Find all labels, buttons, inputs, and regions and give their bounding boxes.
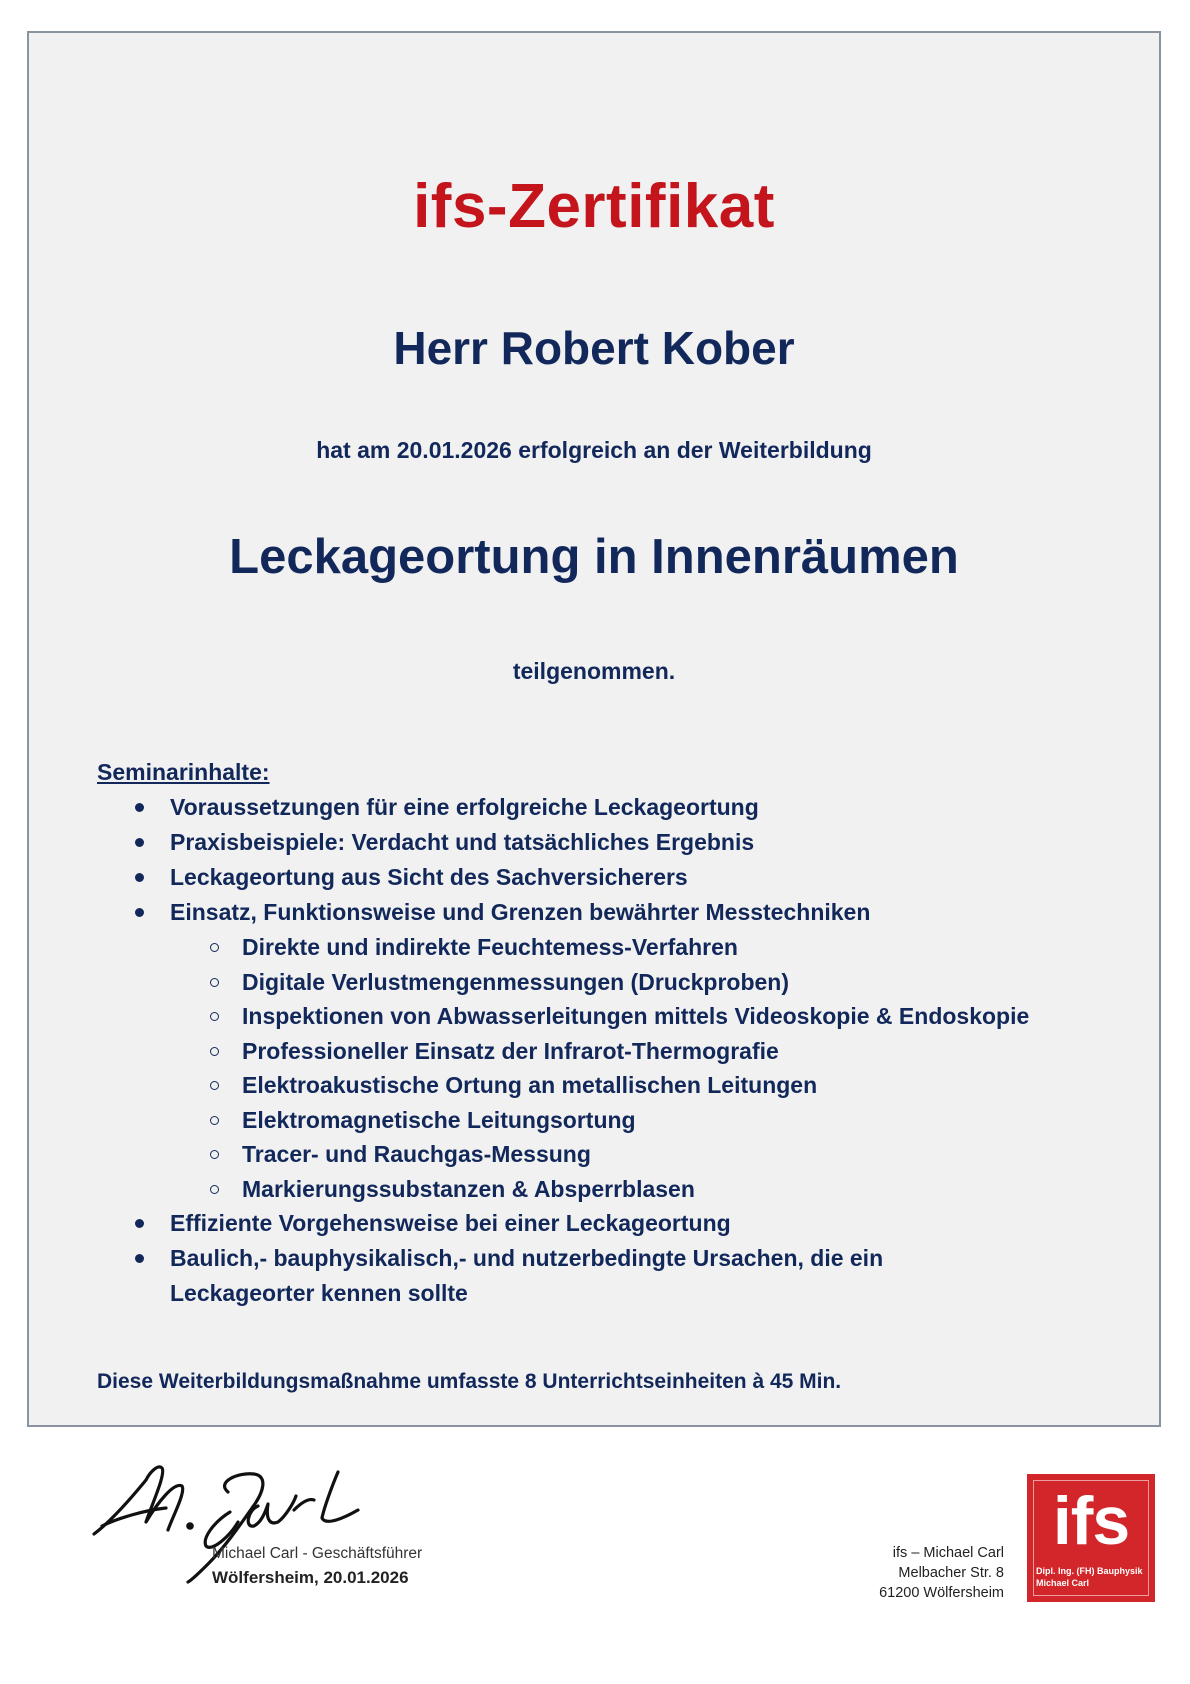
list-item: Tracer- und Rauchgas-Messung (170, 1137, 1137, 1172)
ifs-logo (1027, 1474, 1155, 1602)
circle-bullet-icon (210, 1047, 219, 1056)
list-item: Direkte und indirekte Feuchtemess-Verfahren (170, 930, 1137, 965)
topic-list (97, 790, 1137, 930)
bullet-icon (135, 1254, 144, 1263)
list-item: Digitale Verlustmengenmessungen (Druckproben) (170, 965, 1137, 1000)
list-item: Leckageortung aus Sicht des Sachversicherers (97, 860, 1137, 895)
bullet-icon (135, 908, 144, 917)
company-address (879, 1543, 1004, 1603)
intro-text: hat am 20.01.2026 erfolgreich an der Weiterbildung (316, 437, 872, 463)
course-title: Leckageortung in Innenräumen (229, 530, 959, 584)
list-item: Markierungssubstanzen & Absperrblasen (170, 1172, 1137, 1207)
list-item: Voraussetzungen für eine erfolgreiche Leckageortung (97, 790, 1137, 825)
bullet-icon (135, 803, 144, 812)
circle-bullet-icon (210, 1185, 219, 1194)
list-item: Inspektionen von Abwasserleitungen mittels Videoskopie & Endoskopie (170, 999, 1137, 1034)
list-item: Effiziente Vorgehensweise bei einer Leckageortung (97, 1206, 1137, 1241)
recipient-name: Herr Robert Kober (393, 322, 795, 374)
place-date: Wölfersheim, 20.01.2026 (212, 1568, 409, 1587)
certificate-title: ifs-Zertifikat (413, 172, 775, 241)
duration-note: Diese Weiterbildungsmaßnahme umfasste 8 Unterrichtseinheiten à 45 Min. (97, 1370, 842, 1393)
circle-bullet-icon (210, 1012, 219, 1021)
circle-bullet-icon (210, 1116, 219, 1125)
address-line: 61200 Wölfersheim (879, 1585, 1004, 1601)
circle-bullet-icon (210, 978, 219, 987)
subtopic-list (170, 930, 1137, 1206)
outro-text: teilgenommen. (512, 658, 676, 684)
topic-list-continued (97, 1206, 1137, 1311)
list-item: Elektroakustische Ortung an metallischen Leitungen (170, 1068, 1137, 1103)
address-line: ifs – Michael Carl (892, 1545, 1004, 1561)
circle-bullet-icon (210, 1081, 219, 1090)
seminar-contents-heading: Seminarinhalte: (97, 759, 270, 785)
logo-subtitle: Michael Carl (1036, 1578, 1090, 1588)
address-line: Melbacher Str. 8 (898, 1565, 1004, 1581)
list-item: Praxisbeispiele: Verdacht und tatsächliches Ergebnis (97, 825, 1137, 860)
list-item: Professioneller Einsatz der Infrarot-Thermografie (170, 1034, 1137, 1069)
list-item: Einsatz, Funktionsweise und Grenzen bewährter Messtechniken (97, 895, 1137, 930)
list-item: Baulich,- bauphysikalisch,- und nutzerbedingte Ursachen, die ein Leckageorter kennen sollte (97, 1241, 1030, 1311)
circle-bullet-icon (210, 1150, 219, 1159)
seminar-contents (97, 755, 1137, 1311)
bullet-icon (135, 838, 144, 847)
list-item: Elektromagnetische Leitungsortung (170, 1103, 1137, 1138)
bullet-icon (135, 873, 144, 882)
logo-text: ifs (1052, 1483, 1130, 1559)
logo-subtitle: Dipl. Ing. (FH) Bauphysik (1036, 1566, 1143, 1576)
signer-name: Michael Carl - Geschäftsführer (212, 1545, 423, 1562)
bullet-icon (135, 1219, 144, 1228)
circle-bullet-icon (210, 943, 219, 952)
